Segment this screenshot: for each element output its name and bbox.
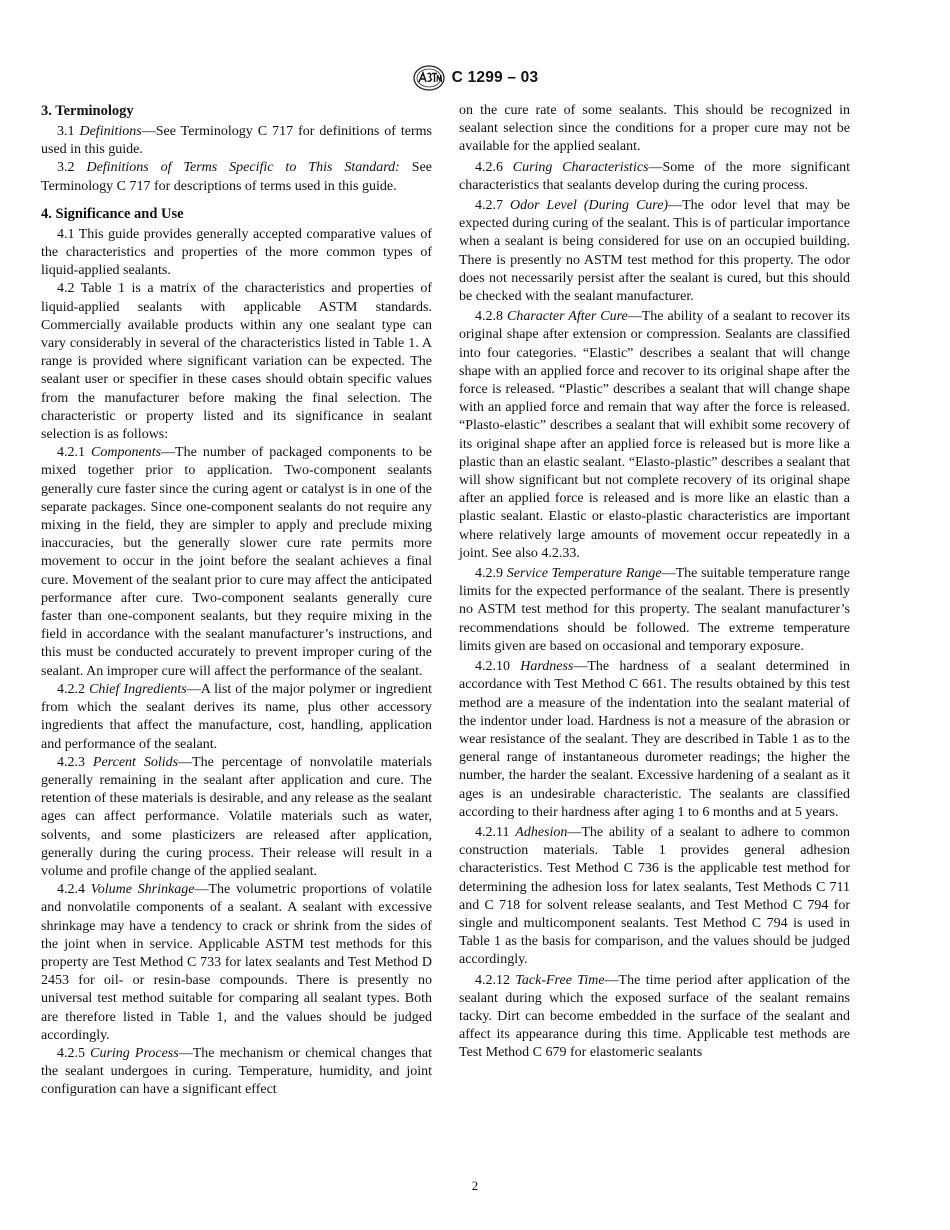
paragraph-4-2-12: 4.2.12 Tack-Free Time—The time period after application of the sealant during which the exposed surface of the sealant remains tacky. Dirt can become embedded in the surface of the sealant and affect its appearance during this time. Applicable test methods are Test Method C 679 for elastomeric sealants	[459, 972, 850, 1061]
section-4-heading: 4. Significance and Use	[41, 205, 184, 222]
paragraph-4-2-8: 4.2.8 Character After Cure—The ability of a sealant to recover its original shape after extension or compression. Sealants are classified into four categories. “Elastic” describes a sealant that will change shape with an applied force and recover to its original shape after the force is released. “Plastic” describes a sealant that will change shape with an applied force and remain that way after the force is released. “Plasto-elastic” describes a sealant that will exhibit some recovery of its original shape after an applied force is released but is more like a plastic than an elastic sealant. “Elasto-plastic” describes a sealant that will show significant but not complete recovery of its original shape after an applied force is released and is more like an elastic than a plastic sealant. Elastic or elasto-plastic characteristics are important where relatively large amounts of movement occur repeatedly in a joint. See also 4.2.33.	[459, 309, 850, 561]
paragraph-4-2: 4.2 Table 1 is a matrix of the characteristics and properties of liquid-applied sealants with applicable ASTM standards. Commercially available products within any one sealant type can vary considerably in several of the characteristics listed in Table 1. A range is provided where significant variation can be expected. The sealant user or specifier in these cases should obtain specific values from the manufacturer before making the final selection. The characteristic or property listed and its significance in sealant selection is as follows:	[41, 281, 432, 443]
paragraph-4-2-5-continued: on the cure rate of some sealants. This should be recognized in sealant selection since the conditions for a proper cure may not be available for the applied sealant.	[459, 103, 850, 155]
paragraph-4-1: 4.1 This guide provides generally accepted comparative values of the characteristics and properties of the more common types of liquid-applied sealants.	[41, 226, 432, 279]
paragraph-4-2-5: 4.2.5 Curing Process—The mechanism or chemical changes that the sealant undergoes in curing. Temperature, humidity, and joint configuration can have a significant effect	[41, 1045, 433, 1098]
paragraph-3-1: 3.1 Definitions—See Terminology C 717 for definitions of terms used in this guide.	[41, 124, 432, 158]
paragraph-4-2-10: 4.2.10 Hardness—The hardness of a sealant determined in accordance with Test Method C 661. The results obtained by this test method are a measure of the indentation into the sealant material of the indentor under load. Hardness is not a measure of the abrasion or wear resistance of the sealant. They are described in Table 1 as to the general range of instantaneous durometer readings; the higher the number, the harder the sealant. Excessive hardening of a sealant as it ages is an undesirable characteristic. The sealants are classified according to their hardness after aging 1 to 6 months and at 5 years.	[459, 659, 851, 820]
page-number: 2	[471, 1178, 479, 1193]
paragraph-4-2-6: 4.2.6 Curing Characteristics—Some of the more significant characteristics that sealants develop during the curing process.	[459, 159, 850, 193]
left-column	[41, 102, 432, 1100]
paragraph-4-2-7: 4.2.7 Odor Level (During Cure)—The odor level that may be expected during curing of the sealant. This is of particular importance when a sealant is being considered for use on an occupied building. There is presently no ASTM test method for this property. The odor does not necessarily persist after the sealant is cured, but this should be checked with the sealant manufacturer.	[459, 198, 851, 305]
paragraph-4-2-2: 4.2.2 Chief Ingredients—A list of the major polymer or ingredient from which the sealant derives its name, plus other accessory ingredients that affect the manufacture, cost, handling, application and performance of the sealant.	[41, 681, 433, 752]
paragraph-4-2-9: 4.2.9 Service Temperature Range—The suitable temperature range limits for the expected performance of the sealant. There is presently no ASTM test method for this property. The sealant manufacturer’s recommendations should be followed. The extreme temperature limits given are based on occasional and temporary exposure.	[459, 566, 851, 654]
paragraph-4-2-3: 4.2.3 Percent Solids—The percentage of nonvolatile materials generally remaining in the sealant after application and cure. The retention of these materials is desirable, and any release as the sealant ages can affect performance. Volatile materials such as water, solvents, and some plasticizers are released after application, generally during the curing process. Their release will result in a volume and profile change of the applied sealant.	[41, 754, 432, 879]
paragraph-3-2: 3.2 Definitions of Terms Specific to This Standard: See Terminology C 717 for descriptions of terms used in this guide.	[41, 160, 433, 194]
paragraph-4-2-4: 4.2.4 Volume Shrinkage—The volumetric proportions of volatile and nonvolatile components of a sealant. A sealant with excessive shrinkage may have a tendency to crack or shrink from the sides of the joint when in service. Applicable ASTM test methods for this property are Test Method C 733 for latex sealants and Test Method D 2453 for oil- or resin-base compounds. There is presently no universal test method suitable for comparing all sealant types. Both are therefore listed in Table 1, and the values should be judged accordingly.	[41, 882, 432, 1043]
section-3-heading: 3. Terminology	[41, 103, 134, 119]
paragraph-4-2-1: 4.2.1 Components—The number of packaged components to be mixed together prior to application. Two-component sealants generally cure faster since the curing agent or catalyst is in one of the separate packages. Since one-component sealants do not require any mixing in the field, they are simpler to apply and preclude mixing inaccuracies, but the generally slower cure rate permits more movement to occur in the joint before the sealant achieves a final cure. Movement of the sealant prior to cure may affect the anticipated performance after cure. Two-component sealants generally cure faster than one-component sealants, but they require mixing in the field in accordance with the sealant manufacturer’s instructions, and this must be conducted accurately to prevent improper curing of the sealant. An improper cure will affect the performance of the sealant.	[41, 445, 432, 679]
astm-logo-icon	[412, 64, 446, 92]
right-column	[459, 102, 850, 1063]
paragraph-4-2-11: 4.2.11 Adhesion—The ability of a sealant to adhere to common construction materials. Table 1 provides general adhesion characteristics. Test Method C 736 is the applicable test method for determining the adhesion loss for latex sealants, Test Methods C 711 and C 718 for solvent release sealants, and Test Method C 794 for single and multicomponent sealants. Test Method C 794 is used in Table 1 as the basis for comparison, and the values should be judged accordingly.	[459, 824, 850, 968]
standard-designation: C 1299 – 03	[451, 69, 539, 86]
page-header	[0, 64, 950, 96]
